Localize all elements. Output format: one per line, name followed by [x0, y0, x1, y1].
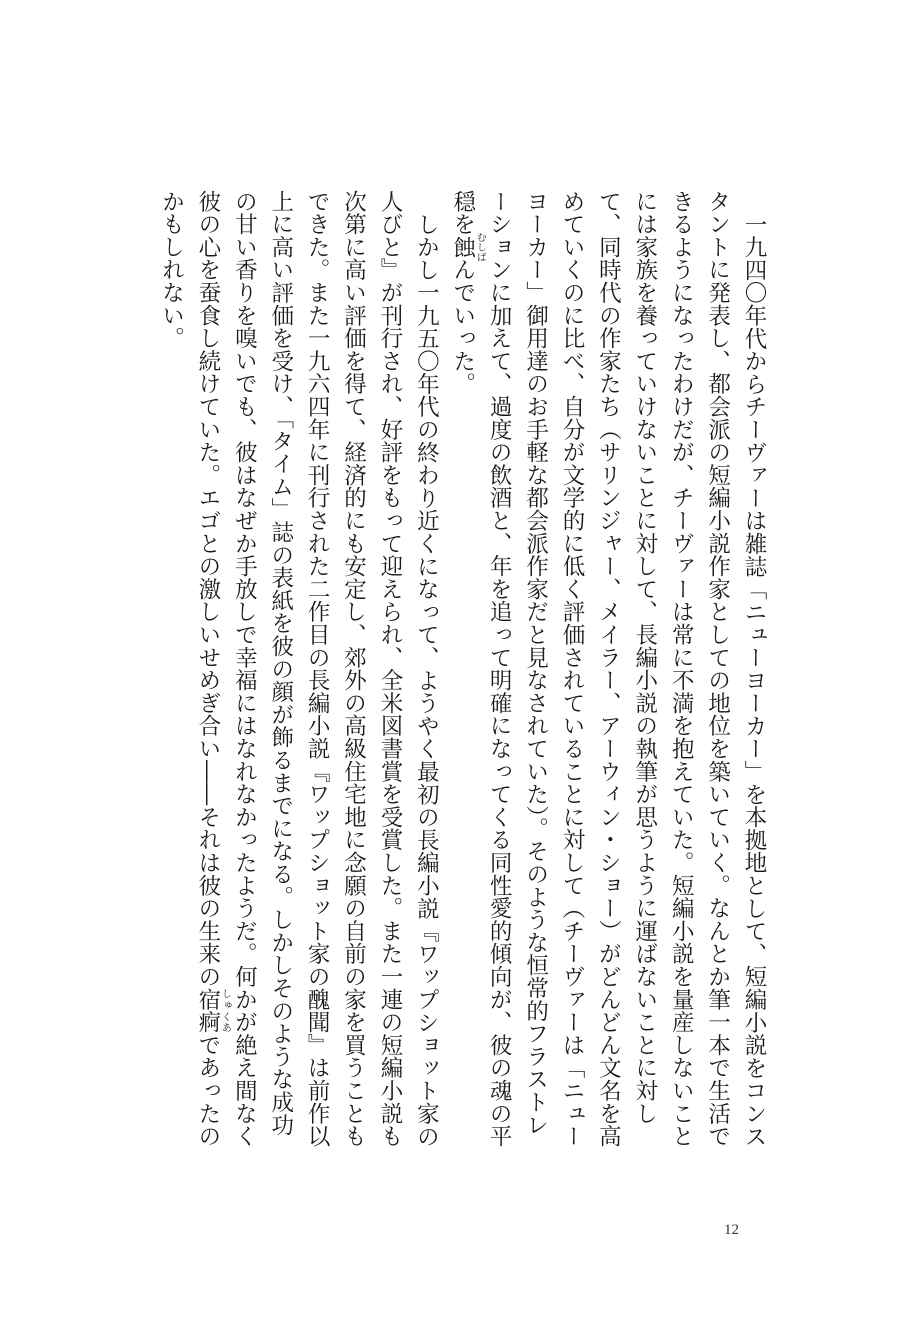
text-run: であったのかもしれない。 [158, 190, 221, 1148]
furigana: しゅくあ [219, 988, 231, 1034]
paragraph [153, 190, 444, 1150]
text-run: 一九四〇年代からチーヴァーは雑誌「ニューヨーカー」を本拠地として、短編小説をコンスタントに発表し、都会派の短編小説作家としての地位を築いていく。なんとか筆一本で生活できるようになったわけだが、チーヴァーは常に不満を抱えていた。短編小説を量産しないことには家族を養っていけないことに対して、長編小説の執筆が思うように運ばないことに対して、同時代の作家たち（サリンジャー、メイラー、アーウィン・ショー）がどんどん文名を高めていくのに比べ、自分が文学的に低く評価されていることに対して（チーヴァーは「ニューヨーカー」御用達のお手軽な都会派作家だと見なされていた）。そのような恒常的フラストレーションに加えて、過度の飲酒と、年を追って明確になってくる同性愛的傾向が、彼の魂の平穏を [449, 190, 767, 1148]
page-number: 12 [724, 1222, 739, 1238]
furigana: むしば [474, 232, 486, 263]
text-run: しかし一九五〇年代の終わり近くになって、ようやく最初の長編小説『ワップショット家の人びと』が刊行され、好評をもって迎えられ、全米図書賞を受賞した。また一連の短編小説も次第に高い評価を得て、経済的にも安定し、郊外の高級住宅地に念願の自前の家を買うこともできた。また一九六四年に刊行された二作目の長編小説『ワップショット家の醜聞』は前作以上に高い評価を受け、「タイム」誌の表紙を彼の顔が飾るまでになる。しかしそのような成功の甘い香りを嗅いでも、彼はなぜか手放しで幸福にはなれなかったようだ。何かが絶え間なく彼の心を蚕食し続けていた。エゴとの激しいせめぎ合い――それは彼の生来の [194, 190, 440, 1148]
ruby-annotation: 蝕むしば [449, 232, 486, 263]
body-text [153, 190, 772, 1150]
paragraph [444, 190, 772, 1150]
ruby-annotation: 宿痾しゅくあ [194, 988, 231, 1034]
text-run: んでいった。 [449, 258, 476, 396]
